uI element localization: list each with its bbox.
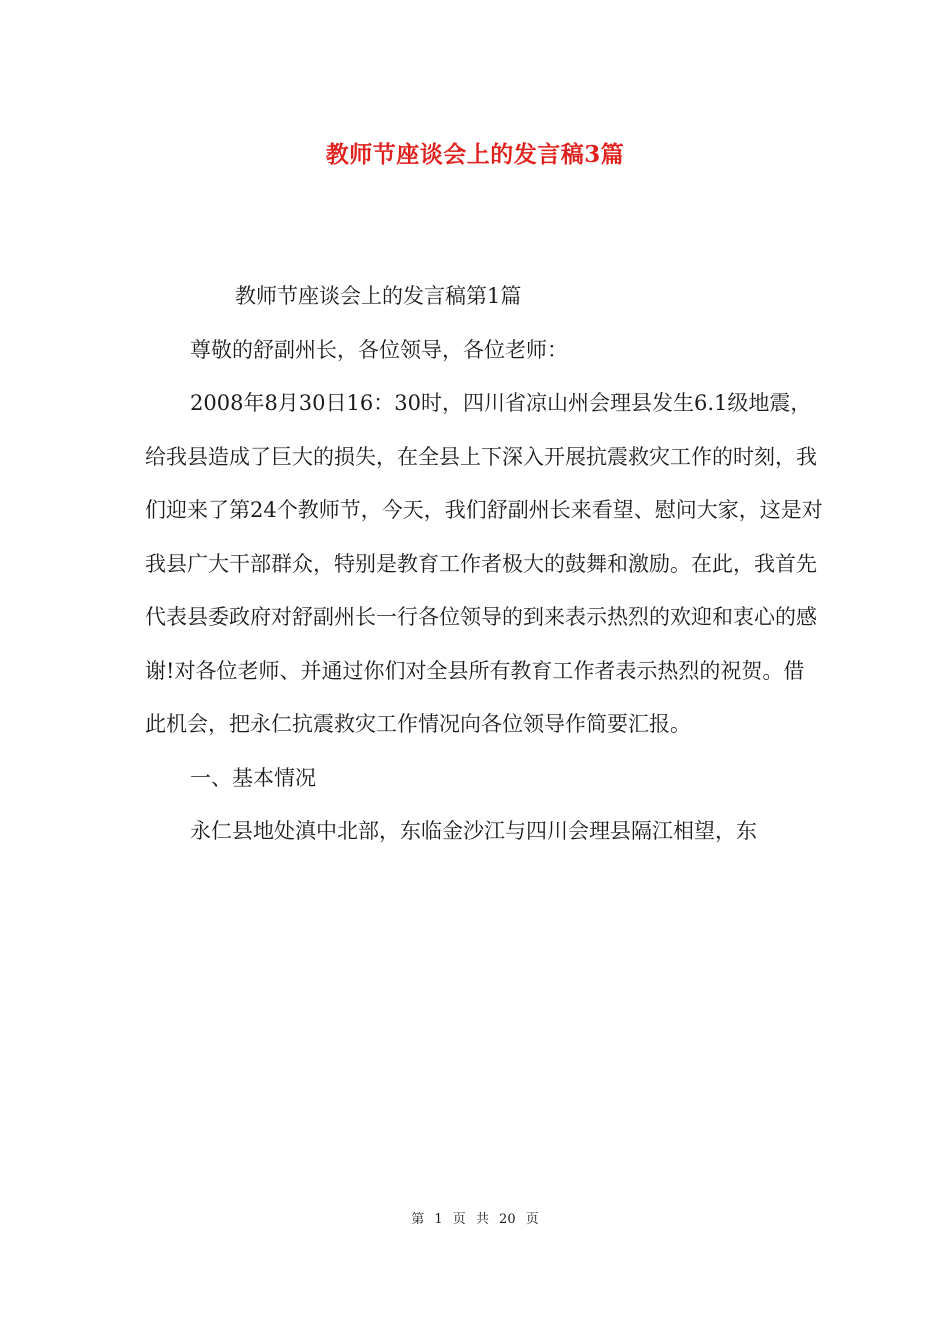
- document-body: [145, 270, 825, 859]
- paragraph: 2008年8月30日16：30时，四川省凉山州会理县发生6.1级地震，给我县造成了巨大的损失，在全县上下深入开展抗震救灾工作的时刻，我们迎来了第24个教师节，今天，我们舒副州长来看望、慰问大家，这是对我县广大干部群众，特别是教育工作者极大的鼓舞和激励。在此，我首先代表县委政府对舒副州长一行各位领导的到来表示热烈的欢迎和衷心的感谢!对各位老师、并通过你们对全县所有教育工作者表示热烈的祝贺。借此机会，把永仁抗震救灾工作情况向各位领导作简要汇报。: [145, 391, 823, 736]
- salutation: 尊敬的舒副州长，各位领导，各位老师：: [190, 337, 568, 362]
- section-subtitle: 教师节座谈会上的发言稿第1篇: [235, 284, 522, 308]
- page-number: 第 1 页 共 20 页: [411, 1212, 539, 1227]
- section-heading: 一、基本情况: [190, 765, 316, 790]
- paragraph: 永仁县地处滇中北部，东临金沙江与四川会理县隔江相望，东: [190, 819, 757, 843]
- document-title: 教师节座谈会上的发言稿3篇: [325, 141, 625, 168]
